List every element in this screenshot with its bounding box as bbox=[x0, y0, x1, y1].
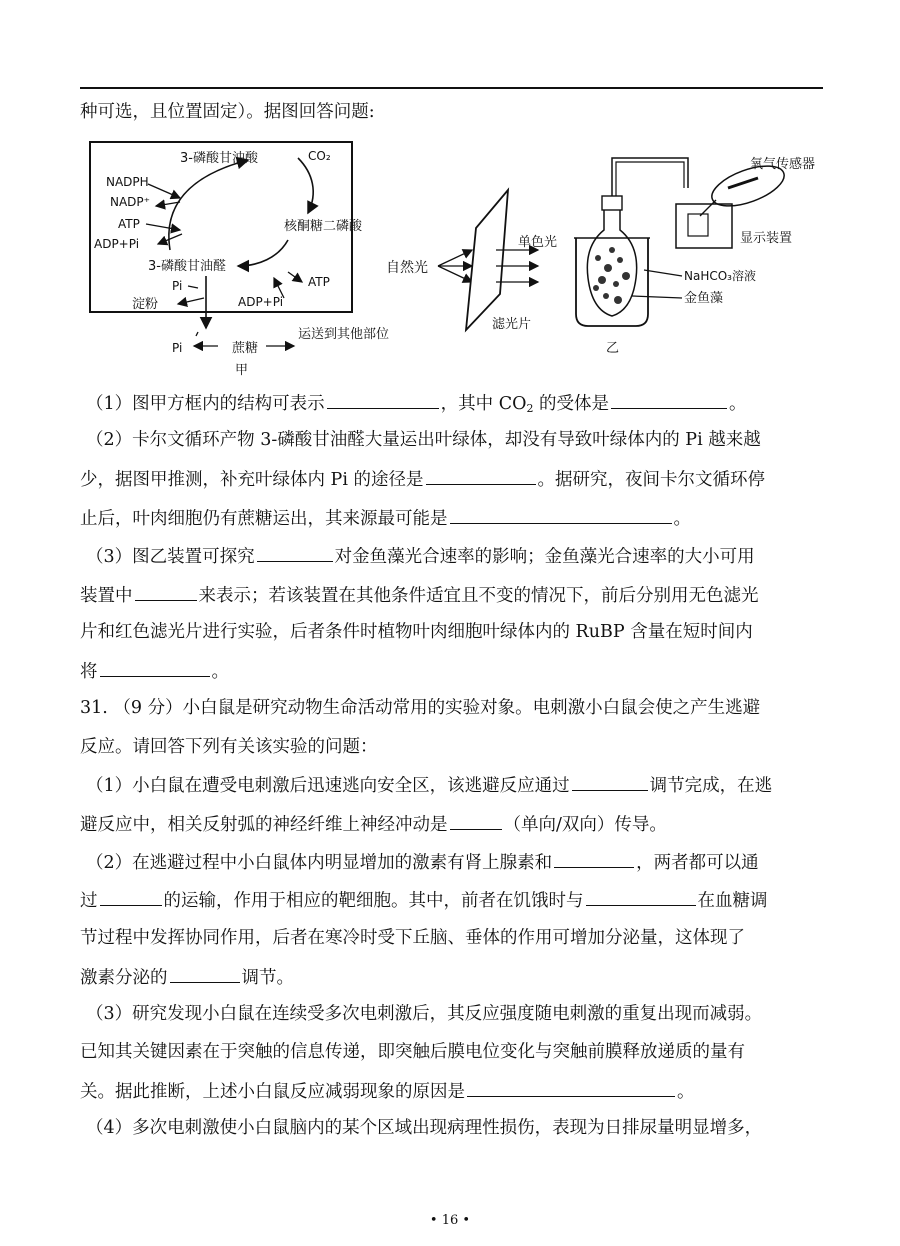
label-pi2: Pi bbox=[172, 341, 183, 355]
stopper bbox=[602, 196, 622, 210]
filter-panel bbox=[466, 190, 508, 330]
figure-jia bbox=[90, 142, 389, 378]
label-filter: 滤光片 bbox=[492, 317, 532, 332]
answer-blank-5[interactable] bbox=[257, 543, 333, 562]
label-adp-pi1: ADP+Pi bbox=[94, 237, 140, 251]
label-rubp: 核酮糖二磷酸 bbox=[284, 219, 363, 234]
label-transport: 运送到其他部位 bbox=[298, 327, 390, 342]
page-number: • 16 • bbox=[429, 1213, 471, 1228]
cycle-arrow-left bbox=[169, 160, 248, 250]
label-sucrose: 蔗糖 bbox=[232, 341, 259, 356]
question-31-3-line3: 关。据此推断，上述小白鼠反应减弱现象的原因是 。 bbox=[80, 1078, 826, 1104]
answer-blank-13[interactable] bbox=[170, 964, 240, 983]
question-31-line1: 31. （9 分）小白鼠是研究动物生命活动常用的实验对象。电刺激小白鼠会使之产生逃避 bbox=[80, 698, 761, 718]
question-30-3-line3: 片和红色滤光片进行实验，后者条件时植物叶肉细胞叶绿体内的 RuBP 含量在短时间内 bbox=[80, 622, 753, 642]
question-31-3-line2: 已知其关键因素在于突触的信息传递，即突触后膜电位变化与突触前膜释放递质的量有 bbox=[80, 1042, 745, 1062]
question-31-2-line3: 节过程中发挥协同作用，后者在寒冷时受下丘脑、垂体的作用可增加分泌量，这体现了 bbox=[80, 928, 745, 948]
answer-blank-3[interactable] bbox=[426, 466, 536, 485]
seaweed-plant bbox=[593, 247, 630, 304]
label-o2-sensor: 氧气传感器 bbox=[750, 157, 816, 172]
answer-blank-8[interactable] bbox=[572, 772, 648, 791]
answer-blank-12[interactable] bbox=[586, 887, 696, 906]
answer-blank-4[interactable] bbox=[450, 505, 672, 524]
label-adp-pi2: ADP+Pi bbox=[238, 295, 284, 309]
caption-yi: 乙 bbox=[606, 341, 620, 356]
question-30-1: （1）图甲方框内的结构可表示 ，其中 $CO_2$ 的受体是 。 bbox=[86, 390, 832, 421]
question-31-2-line2: 过 的运输，作用于相应的靶细胞。其中，前者在饥饿时与 在血糖调 bbox=[80, 887, 826, 913]
question-31-2-line4: 激素分泌的 调节。 bbox=[80, 964, 826, 990]
question-31-2-line1: （2）在逃避过程中小白鼠体内明显增加的激素有肾上腺素和 ，两者都可以通 bbox=[86, 849, 832, 875]
figure-diagrams bbox=[88, 138, 848, 388]
question-31-3-line1: （3）研究发现小白鼠在连续受多次电刺激后，其反应强度随电刺激的重复出现而减弱。 bbox=[86, 1004, 763, 1024]
gas-tube bbox=[612, 158, 688, 196]
answer-blank-9[interactable] bbox=[450, 811, 502, 830]
question-30-2-line1: （2）卡尔文循环产物 3-磷酸甘油醛大量运出叶绿体，却没有导致叶绿体内的 Pi 越来越 bbox=[86, 430, 761, 450]
label-nahco3: NaHCO₃溶液 bbox=[684, 269, 756, 283]
label-display: 显示装置 bbox=[740, 231, 793, 246]
question-31-4-line1: （4）多次电刺激使小白鼠脑内的某个区域出现病理性损伤，表现为日排尿量明显增多， bbox=[86, 1118, 763, 1138]
caption-jia: 甲 bbox=[235, 363, 249, 378]
answer-blank-2[interactable] bbox=[611, 390, 727, 409]
question-31-1-line2: 避反应中，相关反射弧的神经纤维上神经冲动是 （单向/双向）传导。 bbox=[80, 811, 826, 837]
question-31-line2: 反应。请回答下列有关该实验的问题： bbox=[80, 737, 378, 757]
label-mono-light: 单色光 bbox=[518, 235, 558, 250]
label-starch: 淀粉 bbox=[132, 297, 159, 312]
answer-blank-11[interactable] bbox=[100, 887, 162, 906]
answer-blank-10[interactable] bbox=[554, 849, 634, 868]
label-nadp: NADP⁺ bbox=[110, 195, 150, 209]
label-atp1: ATP bbox=[118, 217, 140, 231]
cycle-arrow-right bbox=[298, 158, 313, 213]
label-nadph: NADPH bbox=[106, 175, 149, 189]
label-pi1: Pi bbox=[172, 279, 183, 293]
answer-blank-6[interactable] bbox=[135, 582, 197, 601]
figure-yi bbox=[386, 156, 815, 356]
display-device bbox=[676, 204, 732, 248]
label-pga: 3-磷酸甘油酸 bbox=[180, 151, 258, 166]
label-natural-light: 自然光 bbox=[386, 260, 428, 276]
question-30-2-line2: 少，据图甲推测，补充叶绿体内 Pi 的途径是 。据研究，夜间卡尔文循环停 bbox=[80, 466, 826, 492]
top-rule bbox=[80, 87, 823, 89]
question-30-3-line4: 将 。 bbox=[80, 658, 826, 684]
answer-blank-14[interactable] bbox=[467, 1078, 675, 1097]
answer-blank-1[interactable] bbox=[327, 390, 439, 409]
intro-line: 种可选，且位置固定）。据图回答问题: bbox=[80, 102, 375, 122]
cycle-arrow-bottom bbox=[238, 240, 288, 266]
label-atp2: ATP bbox=[308, 275, 330, 289]
question-30-3-line1: （3）图乙装置可探究 对金鱼藻光合速率的影响；金鱼藻光合速率的大小可用 bbox=[86, 543, 832, 569]
label-seaweed: 金鱼藻 bbox=[684, 291, 724, 306]
label-g3p: 3-磷酸甘油醛 bbox=[148, 259, 226, 274]
flask bbox=[587, 208, 636, 316]
answer-blank-7[interactable] bbox=[100, 658, 210, 677]
question-31-1-line1: （1）小白鼠在遭受电刺激后迅速逃向安全区，该逃避反应通过 调节完成，在逃 bbox=[86, 772, 832, 798]
question-30-2-line3: 止后，叶肉细胞仍有蔗糖运出，其来源最可能是 。 bbox=[80, 505, 826, 531]
label-co2: CO₂ bbox=[308, 149, 331, 163]
question-30-3-line2: 装置中 来表示；若该装置在其他条件适宜且不变的情况下，前后分别用无色滤光 bbox=[80, 582, 826, 608]
